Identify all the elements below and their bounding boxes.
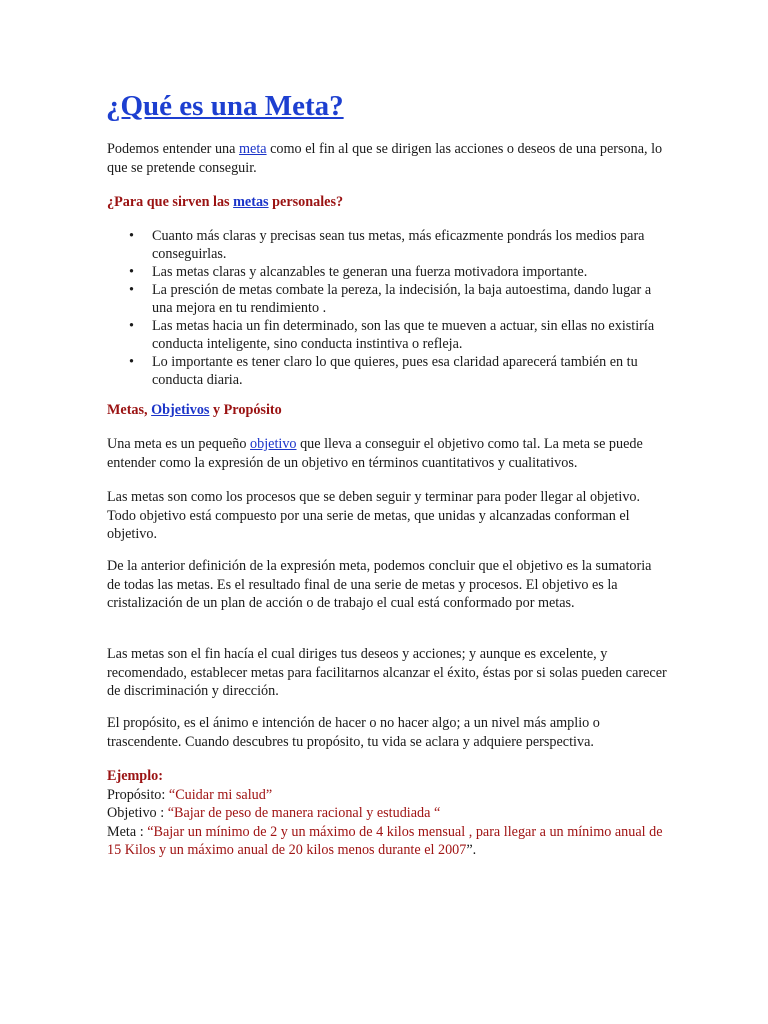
example-block	[107, 767, 667, 860]
example-meta	[107, 823, 667, 860]
example-field-value: “Bajar de peso de manera racional y estudiada “	[167, 805, 441, 821]
list-item: • Las metas claras y alcanzables te generan una fuerza motivadora importante.	[107, 263, 667, 281]
page-title[interactable]: ¿Qué es una Meta?	[106, 90, 344, 122]
example-field-label: Objetivo :	[107, 805, 168, 821]
section-heading-goals	[107, 401, 282, 420]
example-field-label: Propósito:	[107, 786, 169, 803]
paragraph-processes: Las metas son como los procesos que se deben seguir y terminar para poder llegar al objetivo. Todo objetivo está compuesto por una serie de metas, que unidas y alcanzadas conforman el objetivo.	[107, 489, 641, 542]
paragraph-definition: De la anterior definición de la expresión meta, podemos concluir que el objetivo es la sumatoria de todas las metas. Es el resultado final de una serie de metas y procesos. El objetivo es la cristalización de un plan de acción o de trabajo el cual está conformado por metas.	[107, 558, 652, 611]
example-proposito	[107, 786, 667, 805]
list-item: • Lo importante es tener claro lo que quieres, pues esa claridad aparecerá también en tu conducta diaria.	[107, 353, 667, 389]
heading-text: ¿Para que sirven las	[107, 194, 234, 210]
example-field-value: “Bajar un mínimo de 2 y un máximo de 4 kilos mensual , para llegar a un mínimo anual de 15 Kilos y un máximo anual de 20 kilos menos durante el 2007	[107, 823, 663, 858]
list-item: • Las metas hacia un fin determinado, son las que te mueven a actuar, sin ellas no existiría conducta inteligente, sino conducta instintiva o refleja.	[107, 317, 667, 353]
example-field-end: ”.	[466, 842, 477, 858]
list-item: • La presción de metas combate la pereza, la indecisión, la baja autoestima, dando lugar a una mejora en tu rendimiento .	[107, 281, 667, 317]
paragraph-small-goal	[107, 435, 667, 472]
meta-link[interactable]: meta	[239, 141, 267, 157]
intro-text-after: como el fin al que se dirigen las acciones o deseos de una persona, lo que se pretende conseguir.	[107, 141, 663, 176]
objetivo-link[interactable]: objetivo	[250, 436, 297, 452]
paragraph-desires: Las metas son el fin hacía el cual diriges tus deseos y acciones; y aunque es excelente, y recomendado, establecer metas para facilitarnos alcanzar el éxito, éstas por si solas pueden carecer de discriminación y dirección.	[107, 646, 667, 699]
list-item: • Cuanto más claras y precisas sean tus metas, más eficazmente pondrás los medios para conseguirlas.	[107, 227, 667, 263]
heading-text: Metas,	[107, 402, 152, 418]
example-objetivo	[107, 804, 667, 823]
heading-text: y Propósito	[209, 402, 282, 418]
paragraph-text: Una meta es un pequeño	[107, 436, 251, 452]
objetivos-link[interactable]: Objetivos	[151, 402, 210, 418]
paragraph-purpose: El propósito, es el ánimo e intención de hacer o no hacer algo; a un nivel más amplio o trascendente. Cuando descubres tu propósito, tu vida se aclara y adquiere perspectiva.	[107, 715, 600, 750]
example-label: Ejemplo:	[107, 768, 163, 784]
heading-text: personales?	[268, 194, 344, 210]
section-heading-purpose	[107, 193, 343, 212]
example-field-label: Meta :	[107, 823, 148, 840]
intro-text-before: Podemos entender una	[107, 141, 239, 157]
paragraph-text: que lleva a conseguir el objetivo como tal. La meta se puede entender como la expresión de un objetivo en términos cuantitativos y cualitativos.	[107, 436, 643, 471]
example-field-value: “Cuidar mi salud”	[168, 786, 273, 803]
metas-link[interactable]: metas	[233, 194, 269, 210]
intro-paragraph	[107, 140, 667, 177]
benefits-list	[107, 227, 667, 389]
